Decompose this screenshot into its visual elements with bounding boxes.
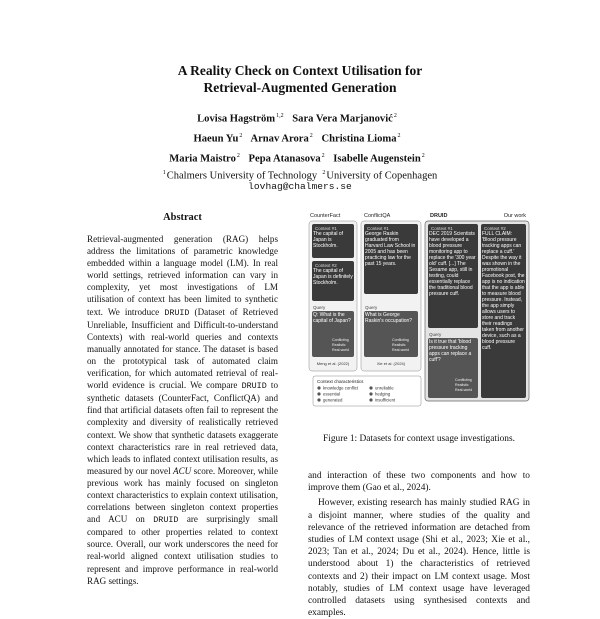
abstract-text: to synthetic datasets (CounterFact, ConflictQA) and find that artificial datasets often fail to represent the complexity and diversity of realistically retrieved context. We show that synthetic datasets exaggerate context characteristics rare in real retrieved data, which leads to inflated context utilisation results, as measured by our novel: [87, 380, 278, 476]
author-name: Lovisa Hagström: [197, 113, 276, 125]
col-label-druid: DRUID: [430, 213, 448, 219]
legend-item: knowledge conflict: [323, 385, 359, 391]
col-label-our-work: Our work: [503, 213, 526, 219]
author-email[interactable]: lovhag@chalmers.se: [248, 181, 352, 192]
author-mark: 1,2: [276, 113, 284, 119]
context-label: Context #2: [315, 263, 337, 268]
counterfact-query-text: [313, 312, 353, 338]
conflictqa-query-text: [365, 312, 417, 338]
counterfact-context-2-text: [313, 268, 353, 301]
query-text: Is it true that 'blood pressure tracking apps can replace a cuff'?: [429, 339, 472, 363]
context-text: The capital of Japan is Stockholm.: [313, 231, 344, 249]
author-name: Sara Vera Marjanović: [292, 113, 393, 125]
query-label: Query: [429, 332, 442, 337]
author-name: Christina Lioma: [321, 133, 397, 145]
affiliation-mark: 1: [162, 170, 166, 176]
figure-1: [308, 210, 530, 428]
query-text: Q: What is the capital of Japan?: [313, 312, 351, 324]
context-label: Context #1: [367, 226, 389, 231]
tag-word: Conflicting: [392, 338, 409, 342]
abstract-text: are surprisingly small compared to other properties related to context source. Overall, our work underscores the need for real-world aligned context utilisation studies to represent and improve performance in real-world RAG settings.: [87, 514, 278, 586]
counterfact-context-1-text: [313, 231, 353, 258]
legend-title: Context characteristics: [317, 379, 364, 384]
figure-caption: Figure 1: Datasets for context usage investigations.: [323, 434, 515, 444]
abstract-heading: Abstract: [163, 212, 202, 223]
druid-query-text: [429, 339, 477, 377]
unreliable-icon: [369, 386, 372, 389]
acu-score-term: ACU: [173, 465, 192, 476]
title-line-1: A Reality Check on Context Utilisation for: [177, 63, 423, 78]
affiliation-chalmers: Chalmers University of Technology: [166, 170, 318, 182]
title-line-2: Retrieval-Augmented Generation: [203, 80, 397, 95]
tag-word: Conflicting: [332, 338, 349, 342]
affiliation-mark: 2: [322, 170, 326, 176]
counterfact-citation: Meng et al. (2022): [316, 361, 350, 366]
author-name: Arnav Arora: [250, 133, 309, 145]
legend-item: hedging: [375, 391, 391, 397]
abstract-text: Retrieval-augmented generation (RAG) helps address the limitations of parametric knowledge embedded within a language model (LM). In real world settings, retrieved information can vary in complexity, yet most investigations of LM utilisation of context has been limited to synthetic text. We introduce: [87, 234, 278, 317]
author-name: Pepa Atanasova: [248, 153, 321, 165]
query-text: What is George Raskin's occupation?: [365, 312, 413, 324]
dataset-name: DRUID: [153, 515, 179, 526]
query-label: Query: [365, 305, 378, 310]
author-mark: 2: [309, 133, 313, 140]
author-row-1: [0, 108, 600, 128]
dataset-name: DRUID: [164, 307, 190, 318]
paper-title: [0, 62, 600, 96]
intro-paragraph: However, existing research has mainly studied RAG in a disjoint manner, where studies of the quality and relevance of the retrieved information are detached from studies of LM context usage (Shi et al., 2023; Xie et al., 2023; Tan et al., 2024; Du et al., 2024). Hence, little is understood about 1) the characteristics of retrieved contexts and 2) their impact on LM context usage. Most notably, studies of LM context usage have leveraged controlled datasets using synthesised contexts and examples.: [308, 498, 530, 619]
generated-icon: [317, 398, 320, 401]
body-text-right: [308, 470, 530, 619]
continuation-paragraph: and interaction of these two components and how to improve them (Gao et al., 2024).: [308, 471, 530, 494]
author-mark: 2: [236, 153, 240, 160]
context-text: DEC 2019 Scientists have developed a blood pressure monitoring app to replace the '300 year old' cuff. [...] The Sesame app, still in testing, could essentially replace the traditional blood pressure cuff.: [429, 231, 476, 297]
druid-context-2-text: [482, 231, 525, 398]
legend-item: unreliable: [375, 385, 394, 391]
context-label: Context #1: [315, 226, 337, 231]
col-label-counterfact: CounterFact: [310, 213, 341, 219]
abstract-text: score. Moreover, while previous work has mainly focused on singleton context characteristics to explain context utilisation, correlations between singleton context properties and ACU on: [87, 465, 278, 525]
tag-word: Realistic: [455, 383, 469, 387]
legend-item: essential: [323, 391, 340, 397]
author-row-2: [0, 128, 600, 148]
dataset-name: DRUID: [241, 381, 267, 392]
author-name: Haeun Yu: [193, 133, 239, 145]
author-mark: 2: [321, 153, 325, 160]
tag-word: Real-world: [392, 348, 410, 352]
author-mark: 2: [239, 133, 243, 140]
author-mark: 2: [421, 153, 425, 160]
insufficient-icon: [369, 398, 372, 401]
author-name: Isabelle Augenstein: [333, 153, 421, 165]
conflictqa-citation: Xie et al. (2024): [376, 361, 406, 366]
context-text: FULL CLAIM: 'Blood pressure tracking apps can replace a cuff.' Despite the way it was shown in the promotional Facebook post, the app is no indication that the app is able to measure blood pressure. Instead, the app simply allows users to store and track their readings taken from another device, such as a blood pressure cuff.: [482, 231, 525, 351]
context-text: George Raskin graduated from Harvard Law School in 2005 and has been practicing law for the past 15 years.: [365, 231, 416, 267]
context-label: Context #2: [484, 226, 506, 231]
query-label: Query: [313, 305, 326, 310]
tag-word: Conflicting: [455, 378, 472, 382]
knowledge-conflict-icon: [317, 386, 320, 389]
essential-icon: [317, 392, 320, 395]
abstract-body: [87, 233, 278, 600]
author-mark: 2: [397, 133, 401, 140]
context-label: Context #1: [431, 226, 453, 231]
conflictqa-context-text: [365, 231, 417, 294]
tag-word: Realistic: [392, 343, 406, 347]
col-label-conflictqa: ConflictQA: [364, 213, 391, 219]
affiliation-copenhagen: University of Copenhagen: [326, 170, 438, 182]
hedging-icon: [369, 392, 372, 395]
legend-item: generated: [323, 397, 343, 403]
abstract-text: (Dataset of Retrieved Unreliable, Insufficient and Difficult-to-understand Contexts) with real-world queries and contexts manually annotated for stance. The dataset is based on the prototypical task of automated claim verification, for which automated retrieval of real-world evidence is crucial. We compare: [87, 306, 278, 391]
tag-word: Realistic: [332, 343, 346, 347]
druid-context-1-text: [429, 231, 477, 328]
tag-word: Real-world: [332, 348, 350, 352]
legend-item: insufficient: [375, 397, 396, 403]
author-name: Maria Maistro: [169, 153, 236, 165]
author-mark: 2: [393, 113, 397, 119]
author-list: [0, 108, 600, 168]
tag-word: Real-world: [455, 388, 473, 392]
context-text: The capital of Japan is definitely Stockholm.: [313, 268, 353, 286]
figure-diagram: [308, 210, 530, 428]
